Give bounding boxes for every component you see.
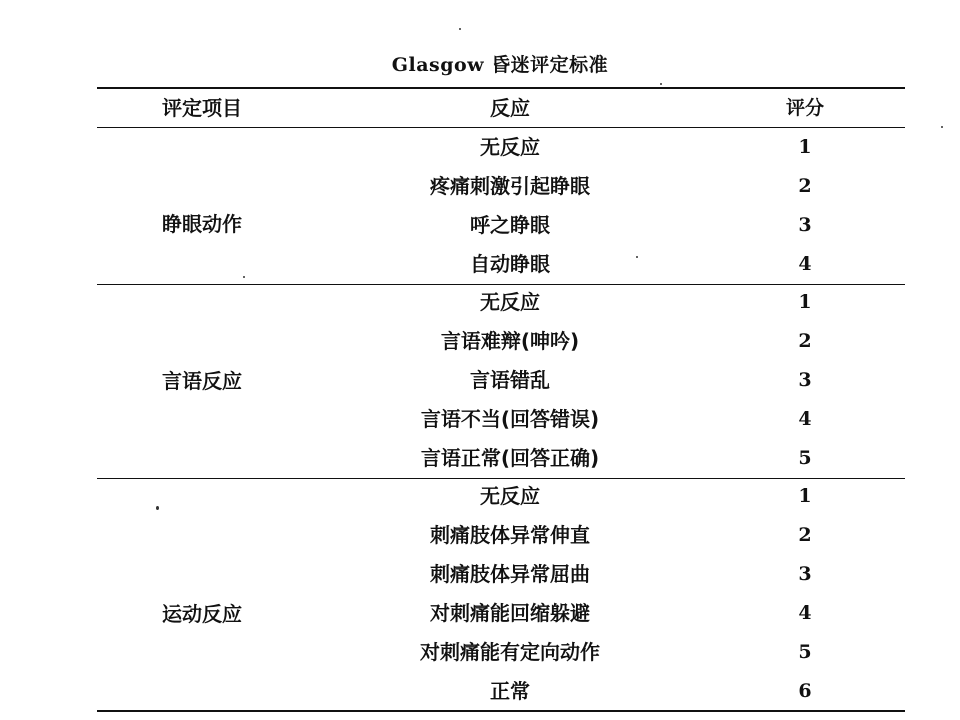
response-cell: 言语难辩(呻吟) (440, 329, 580, 353)
response-cell: 自动睁眼 (470, 252, 550, 276)
score-cell: 4 (798, 408, 812, 430)
scan-speck (636, 256, 638, 258)
scan-speck (243, 276, 245, 278)
response-cell: 疼痛刺激引起睁眼 (430, 174, 590, 198)
score-cell: 2 (798, 175, 812, 197)
response-cell: 言语正常(回答正确) (420, 446, 600, 470)
score-cell: 5 (798, 447, 812, 469)
header-response: 反应 (490, 96, 530, 120)
score-cell: 6 (798, 680, 812, 702)
table-bottom-rule (97, 710, 905, 712)
score-cell: 1 (798, 485, 812, 507)
score-cell: 4 (798, 253, 812, 275)
scan-speck (941, 126, 943, 128)
category-eye-opening: 睁眼动作 (162, 212, 242, 236)
response-cell: 无反应 (480, 484, 540, 508)
category-verbal-response: 言语反应 (162, 369, 242, 393)
score-cell: 3 (798, 563, 812, 585)
score-cell: 3 (798, 369, 812, 391)
response-cell: 对刺痛能有定向动作 (420, 640, 600, 664)
score-cell: 2 (798, 524, 812, 546)
table-top-rule (97, 87, 905, 89)
scan-speck (156, 506, 159, 510)
header-category: 评定项目 (162, 96, 242, 120)
scan-speck (459, 28, 461, 30)
category-motor-response: 运动反应 (162, 602, 242, 626)
response-cell: 正常 (490, 679, 530, 703)
score-cell: 5 (798, 641, 812, 663)
response-cell: 刺痛肢体异常屈曲 (430, 562, 590, 586)
response-cell: 呼之睁眼 (470, 213, 550, 237)
score-cell: 1 (798, 291, 812, 313)
response-cell: 刺痛肢体异常伸直 (430, 523, 590, 547)
table-header-rule (97, 127, 905, 128)
response-cell: 无反应 (480, 290, 540, 314)
response-cell: 无反应 (480, 135, 540, 159)
page-title: Glasgow 昏迷评定标准 (391, 54, 609, 76)
score-cell: 3 (798, 214, 812, 236)
scan-speck (660, 83, 662, 85)
score-cell: 4 (798, 602, 812, 624)
response-cell: 言语错乱 (470, 368, 550, 392)
score-cell: 1 (798, 136, 812, 158)
score-cell: 2 (798, 330, 812, 352)
response-cell: 言语不当(回答错误) (420, 407, 600, 431)
header-score: 评分 (785, 97, 824, 119)
response-cell: 对刺痛能回缩躲避 (430, 601, 590, 625)
